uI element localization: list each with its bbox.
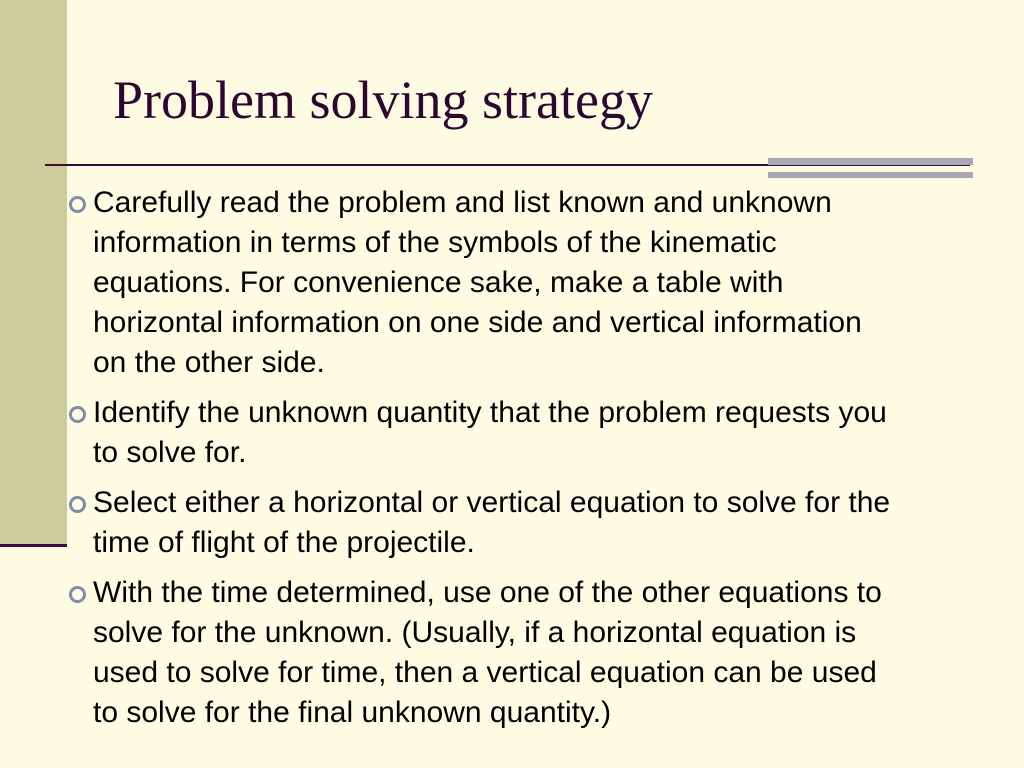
bullet-text: Carefully read the problem and list known and unknown information in terms of the symbols of the kinematic equations. For convenience sake, make a table with horizontal information on one side and vertical information on the other side. (93, 186, 862, 379)
bullet-list (66, 183, 896, 743)
bullet-item (66, 183, 896, 383)
slide-title: Problem solving strategy (113, 70, 653, 130)
left-decorative-band (0, 0, 67, 544)
hollow-circle-icon (69, 406, 86, 423)
bullet-text: Identify the unknown quantity that the problem requests you to solve for. (93, 396, 887, 469)
bullet-item (66, 573, 896, 733)
bullet-text: With the time determined, use one of the other equations to solve for the unknown. (Usually, if a horizontal equation is used to solve for time, then a vertical equation can be used to solve for the final unknown quantity.) (93, 576, 882, 729)
hollow-circle-icon (69, 496, 86, 513)
left-accent-line (0, 544, 67, 547)
bullet-item (66, 483, 896, 563)
hollow-circle-icon (69, 196, 86, 213)
hollow-circle-icon (69, 586, 86, 603)
bullet-item (66, 393, 896, 473)
decorative-bar-top (768, 158, 973, 165)
bullet-text: Select either a horizontal or vertical equation to solve for the time of flight of the projectile. (93, 486, 891, 559)
decorative-bar-bottom (768, 172, 973, 178)
